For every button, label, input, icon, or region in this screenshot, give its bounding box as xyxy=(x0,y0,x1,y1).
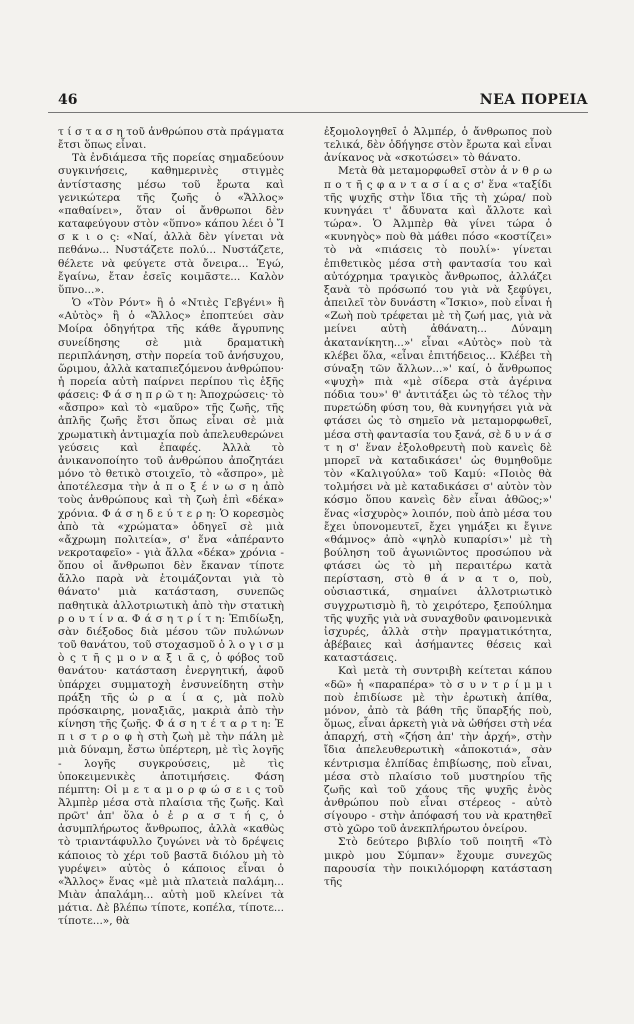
right-column xyxy=(324,126,552,996)
page-number: 46 xyxy=(58,92,78,108)
paragraph: ἐξομολογηθεῖ ὁ Ἀλμπέρ, ὁ ἄνθρωπος ποὺ τελικά, δὲν ὁδήγησε στὸν ἔρωτα καὶ εἶναι ἀνίκανος νὰ «σκοτώσει» τὸ θάνατο. xyxy=(324,126,552,165)
left-column xyxy=(58,126,284,996)
paragraph: Καὶ μετὰ τὴ συντριβὴ κείτεται κάπου «δῶ» ἡ «παραπέρα» τὸ σ υ ν τ ρ ί μ μ ι ποὺ ἐπιδίωσε μὲ τὴν ἐρωτικὴ ἀπίθα, μόνον, ἀπὸ τὰ βάθη τῆς ὕπαρξής ποὺ, ὅμως, εἶναι ἀρκετὴ γιὰ νὰ ὠθήσει στὴ νέα ἀπαρχή, στὴ «ζήση ἀπ' τὴν ἀρχή», στὴν ἴδια ἀπελευθερωτικὴ «ἀποκοτιά», σὰν κέντρισμα ἐλπίδας ἐπιβίωσης, ποὺ εἶναι, μέσα στὸ πλαίσιο τοῦ μυστηρίου τῆς ζωῆς καὶ τοῦ χάους τῆς ψυχῆς ἑνὸς ἀνθρώπου ποὺ εἶναι στέρεος - αὐτὸ σίγουρο - στὴν ἀπόφασή του νὰ κρατηθεῖ στὸ χῶρο τοῦ ἀνεκπλήρωτου ὀνείρου. xyxy=(324,665,552,836)
paragraph: Μετὰ θὰ μεταμορφωθεῖ στὸν ἀ ν θ ρ ω π ο τ ῆ ς φ α ν τ α σ ί α ς σ' ἕνα «ταξίδι τῆς ψυχῆς στὴν ἴδια τῆς τὴ χώρα/ ποὺ κυνηγάει τ' ἄδυνατα καὶ ἄλλοτε καὶ τώρα». Ὁ Ἀλμπὲρ θὰ γίνει τώρα ὁ «κυνηγὸς» ποὺ θὰ μάθει πόσο «κοστίζει» τὸ νὰ «πιάσεις τὸ πουλί»· γίνεται ἐπιθετικὸς μέσα στὴ φαντασία του καὶ αὐτόχρημα τραγικὸς ἄνθρωπος, ἀλλάζει ξανὰ τὸ πρόσωπό του γιὰ νὰ ξεφύγει, ἀπειλεῖ τὸν δυνάστη «Ἴσκιο», ποὺ εἶναι ἡ «Ζωὴ ποὺ τρέφεται μὲ τὴ ζωή μας, γιὰ νὰ μείνει αὐτὴ ἀθάνατη... Δύναμη ἀκατανίκητη...»' εἶναι «Αὐτὸς» ποὺ τὰ κλέβει ὅλα, «εἶναι ἐπιτήδειος... Κλέβει τὴ σύναξη τῶν ἄλλων...»' καί, ὁ ἄνθρωπος «ψυχὴ» πιὰ «μὲ σίδερα στὰ ἀγέρινα πόδια του»' θ' ἀντιτάξει ὡς τὸ τέλος τὴν πυρετώδη φύση του, θὰ κυνηγήσει γιὰ νὰ φτάσει ὡς τὸ σημεῖο νὰ μεταμορφωθεῖ, μέσα στὴ φαντασία του ξανά, σὲ δ υ ν ά σ τ η σ' ἕναν ἐξολοθρευτὴ ποὺ κανεὶς δὲ μπορεῖ νὰ καταδικάσει' ὡς θυμηθοῦμε τὸν «Καλιγούλα» τοῦ Καμύ: «Ποιὸς θὰ τολμήσει νὰ μὲ καταδικάσει σ' αὐτὸν τὸν κόσμο ὅπου κανεὶς δὲν εἶναι ἀθῶος;»' ἕνας «ἰσχυρὸς» λοιπόν, ποὺ ἀπὸ μέσα του ἔχει ὑπονομευτεῖ, ἔχει γημάξει κι ἔγινε «θάμνος» ἀπὸ «ψηλὸ κυπαρίσι»' μὲ τὴ βούληση τοῦ ἀγωνιῶντος προσώπου νὰ φτάσει ὡς τὸ μὴ περαιτέρω κατὰ περίσταση, στὸ θ ά ν α τ ο, ποὺ, οὐσιαστικά, σημαίνει ἀλλοτριωτικὸ συγχρωτισμὸ ἢ, τὸ χειρότερο, ξεπούλημα τῆς ψυχῆς γιὰ νὰ συναχθοῦν φαινομενικὰ ἰσχυρές, ἀλλὰ στὴν πραγματικότητα, ἀβέβαιες καὶ ἀσήμαντες θέσεις καὶ καταστάσεις. xyxy=(324,165,552,665)
paragraph: Τὰ ἐνδιάμεσα τῆς πορείας σημαδεύουν συγκινήσεις, καθημερινὲς στιγμὲς ἀντίστασης μέσω τοῦ ἔρωτα καὶ γενικώτερα τῆς ζωῆς ὁ «Ἄλλος» «παθαίνει», ὅταν οἱ ἄνθρωποι δὲν καταφεύγουν στὸν «ὕπνο» κάπου λέει ὁ Ἴ σ κ ι ο ς: «Ναί, ἀλλὰ δὲν γίνεται νὰ πεθάνω... Νυστάζετε πολύ... Νυστάζετε, θέλετε νὰ φεύγετε στὰ ὄνειρα... Ἐγώ, ἔγαίνω, ἔταν ἐσεῖς κοιμᾶστε... Καλὸν ὕπνο...». xyxy=(58,152,284,296)
running-title: ΝΕΑ ΠΟΡΕΙΑ xyxy=(479,92,588,108)
page-header xyxy=(48,92,588,113)
paragraph: Ὁ «Τὸν Ρόντ» ἢ ὁ «Ντιὲς Γεβγένι» ἢ «Αὐτὸς» ἢ ὁ «Ἄλλος» ἐποπτεύει σὰν Μοίρα ὁδηγήτρα τῆς κάθε ἄγρυπνης συνείδησης σὲ μιὰ δραματικὴ περιπλάνηση, στὴν πορεία τοῦ ἀνήσυχου, ὥριμου, ἀλλὰ καταπιεζόμενου ἀνθρώπου· ἡ πορεία αὐτὴ παίρνει περίπου τὶς ἑξῆς φάσεις: Φ ά σ η π ρ ῶ τ η: Ἀποχρώσεις· τὸ «ἄσπρο» καὶ τὸ «μαῦρο» τῆς ζωῆς, τῆς ἁπλῆς ζωῆς ἔτσι ὅπως εἶναι σὲ μιὰ χρωματικὴ ἀντιμαχία ποὺ ἀπελευθερώνει γεύσεις καὶ ἐπαφές. Ἀλλὰ τὸ ἀνικανοποίητο τοῦ ἀνθρώπου ἀποζητάει μόνο τὸ θετικὸ στοιχεῖο, τὸ «ἄσπρο», μὲ ἀποτέλεσμα τὴν ἀ π ο ξ έ ν ω σ η ἀπὸ τοὺς ἀνθρώπους καὶ τὴ ζωὴ ἐπὶ «δέκα» χρόνια. Φ ά σ η δ ε ύ τ ε ρ η: Ὁ κορεσμὸς ἀπὸ τὰ «χρώματα» ὁδηγεῖ σὲ μιὰ «ἄχρωμη πολιτεία», σ' ἕνα «ἀπέραντο νεκροταφεῖο» - γιὰ ἄλλα «δέκα» χρόνια - ὅπου οἱ ἄνθρωποι δὲν ἔκαναν τίποτε ἄλλο παρὰ νὰ ἑτοιμάζονται γιὰ τὸ θάνατο' μιὰ κατάσταση, συνεπῶς παθητικὰ ἀλλοτριωτικὴ ἀπὸ τὴν στατικὴ ρ ο υ τ ί ν α. Φ ά σ η τ ρ ί τ η: Ἐπιδίωξη, σὰν διέξοδος διὰ μέσου τῶν πυλώνων τοῦ θανάτου, τοῦ στοχασμοῦ ὁ λ ο γ ι σ μ ὸ ς τ ῆ ς μ ο ν α ξ ι ᾶ ς, ὁ φόβος τοῦ θανάτου· κατάσταση ἐνεργητική, ἀφοῦ ὑπάρχει συμματοχὴ ἐνσυνείδητη στὴν πράξη τῆς ὡ ρ α ί α ς, μὰ πολὺ πρόσκαιρης, μοναξιᾶς, μακριὰ ἀπὸ τὴν κίνηση τῆς ζωῆς. Φ ά σ η τ έ τ α ρ τ η: Ἐ π ι σ τ ρ ο φ ὴ στὴ ζωὴ μὲ τὴν πάλη μὲ μιὰ δύναμη, ἔστω ὑπέρτερη, μὲ τὶς λογῆς - λογῆς συγκρούσεις, μὲ τὶς ὑποκειμενικὲς ἀποτιμήσεις. Φάση πέμπτη: Οἱ μ ε τ α μ ο ρ φ ώ σ ε ι ς τοῦ Ἀλμπὲρ μέσα στὰ πλαίσια τῆς ζωῆς. Καὶ πρῶτ' ἀπ' ὅλα ὁ ἐ ρ α σ τ ή ς, ὁ ἀσυμπλήρωτος ἄνθρωπος, ἀλλὰ «καθὼς τὸ τριαντάφυλλο ζυγώνει νὰ τὸ δρέψεις κάποιος τὸ χέρι τοῦ βαστᾶ διόλου μὴ τὸ γυρέψει» αὐτὸς ὁ κάποιος εἶναι ὁ «Ἄλλος» ἕνας «μὲ μιὰ πλατειὰ παλάμη... Μιὰν ἀπαλάμη... αὐτὴ μοῦ κλείνει τὰ μάτια. Δὲ βλέπω τίποτε, κοπέλα, τίποτε... τίποτε...», θὰ xyxy=(58,297,284,928)
paragraph: τ ί σ τ α σ η τοῦ ἀνθρώπου στὰ πράγματα ἔτσι ὅπως εἶναι. xyxy=(58,126,284,152)
paragraph: Στὸ δεύτερο βιβλίο τοῦ ποιητῆ «Τὸ μικρὸ μου Σύμπαν» ἔχουμε συνεχῶς παρουσία τὴν ποικιλόμορφη κατάσταση τῆς xyxy=(324,836,552,888)
